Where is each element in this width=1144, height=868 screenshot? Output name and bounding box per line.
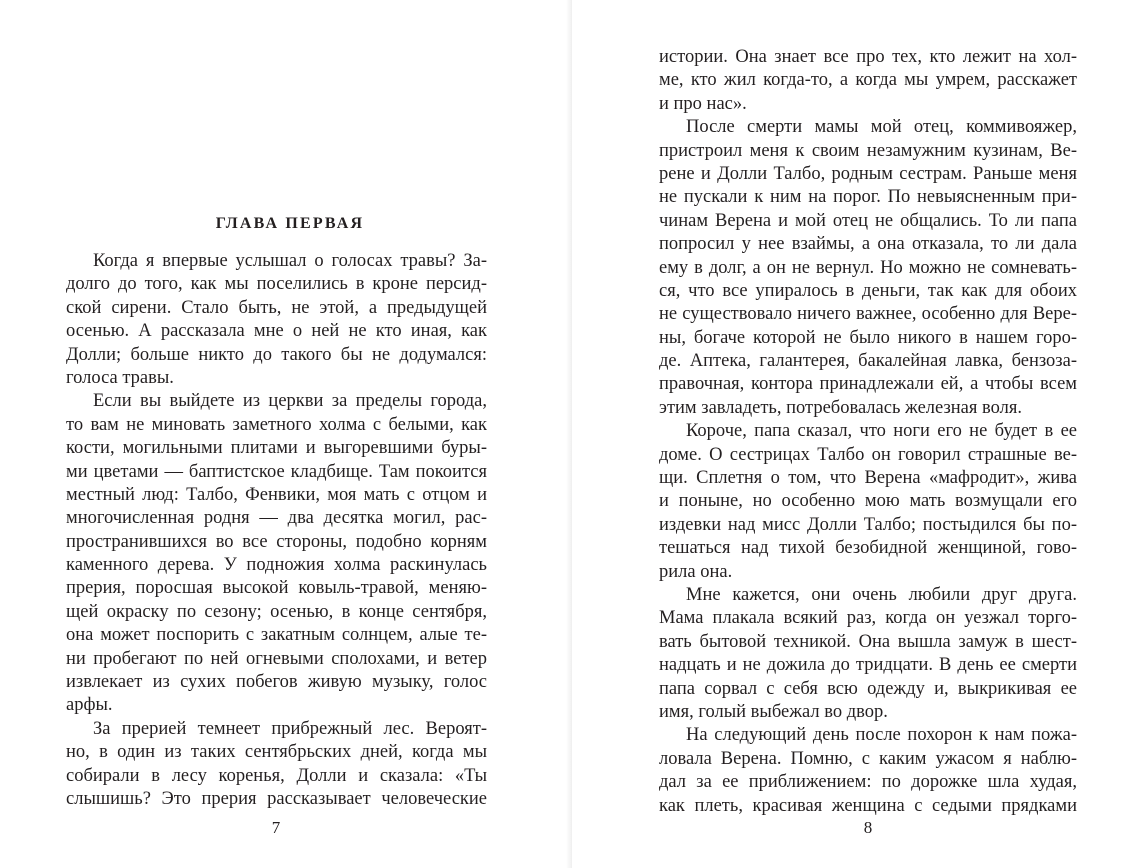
text-line: щи. Сплетня о том, что Верена «мафродит», жива: [659, 468, 1077, 489]
page-number: 7: [271, 818, 281, 837]
right-page: [572, 0, 1144, 868]
text-line: ской сирени. Стало быть, не этой, а предыдущей: [66, 297, 487, 318]
text-line: Долли; больше никто до такого бы не додумался:: [66, 344, 487, 365]
text-line: ловала Верена. Помню, с каким ужасом я наблю-: [659, 748, 1077, 769]
text-line: собирали в лесу коренья, Долли и сказала: «Ты: [66, 765, 487, 786]
text-line: и поныне, но особенно мою мать возмущали его: [659, 491, 1077, 512]
text-line: голоса травы.: [66, 367, 174, 388]
text-line: местный люд: Талбо, Фенвики, моя мать с отцом и: [66, 484, 487, 505]
text-line: слышишь? Это прерия рассказывает человеческие: [66, 788, 487, 809]
text-line: Мне кажется, они очень любили друг друга.: [686, 584, 1077, 605]
text-line: де. Аптека, галантерея, бакалейная лавка, бензоза-: [659, 351, 1077, 372]
text-line: ме, кто жил когда-то, а когда мы умрем, расскажет: [659, 70, 1077, 91]
text-line: ны, богаче которой не было никого в нашем горо-: [659, 327, 1077, 348]
text-line: вать бытовой техникой. Она вышла замуж в шест-: [659, 631, 1077, 652]
text-line: Мама плакала всякий раз, когда он уезжал торго-: [659, 608, 1077, 629]
text-line: долго до того, как мы поселились в кроне персид-: [66, 274, 487, 295]
text-line: Если вы выйдете из церкви за пределы города,: [93, 391, 487, 412]
text-line: дал за ее приближением: по дорожке шла худая,: [659, 772, 1077, 793]
text-line: тешаться над тихой безобидной женщиной, гово-: [659, 538, 1077, 559]
text-line: не пускали к ним на порог. По невыясненным при-: [659, 187, 1077, 208]
text-line: попросил у нее взаймы, а она отказала, то ли дала: [659, 234, 1077, 255]
page-number: 8: [863, 818, 873, 837]
text-line: и про нас».: [659, 93, 747, 114]
text-line: издевки над мисс Долли Талбо; постыдился бы по-: [659, 514, 1077, 535]
text-line: щей окраску по сезону; осенью, в конце сентября,: [66, 601, 487, 622]
text-line: На следующий день после похорон к нам пожа-: [686, 725, 1077, 746]
text-line: но, в один из таких сентябрьских дней, когда мы: [66, 742, 487, 763]
text-line: истории. Она знает все про тех, кто лежит на хол-: [659, 47, 1077, 67]
text-line: Короче, папа сказал, что ноги его не будет в ее: [686, 421, 1077, 442]
text-line: многочисленная родня — два десятка могил, рас-: [66, 508, 487, 529]
text-line: рила она.: [659, 561, 733, 582]
text-line: каменного дерева. У подножия холма раскинулась: [66, 555, 487, 576]
text-line: извлекает из сухих побегов живую музыку, голос: [66, 672, 487, 693]
text-line: этим завладеть, потребовалась железная воля.: [659, 397, 1022, 418]
text-line: кости, могильными плитами и выгоревшими буры-: [66, 438, 487, 459]
text-line: арфы.: [66, 695, 113, 716]
text-line: осенью. А рассказала мне о ней не кто иная, как: [66, 321, 487, 342]
text-line: она может поспорить с закатным солнцем, алые те-: [66, 625, 487, 646]
text-line: прерия, поросшая высокой ковыль-травой, меняю-: [66, 578, 487, 599]
chapter-title: ГЛАВА ПЕРВАЯ: [215, 215, 365, 232]
text-line: чинам Верена и мой отец не общались. То ли папа: [659, 210, 1077, 231]
text-line: Когда я впервые услышал о голосах травы? За-: [93, 251, 487, 271]
text-line: пристроил меня к своим незамужним кузинам, Ве-: [659, 140, 1077, 161]
text-line: пространившихся во все стороны, подобно корням: [66, 531, 487, 552]
text-line: не существовало ничего важнее, особенно для Вере-: [659, 304, 1077, 325]
left-page-text: [66, 250, 487, 811]
right-page-text: [659, 46, 1077, 818]
text-line: ни пробегают по ней огневыми сполохами, и ветер: [66, 648, 487, 669]
text-line: За прерией темнеет прибрежный лес. Вероят-: [93, 718, 487, 739]
text-line: рене и Долли Талбо, родным сестрам. Раньше меня: [659, 163, 1077, 184]
text-line: правочная, контора принадлежали ей, а чтобы всем: [659, 374, 1077, 395]
text-line: папа сорвал с себя всю одежду и, выкрикивая ее: [659, 678, 1077, 699]
text-line: ему в долг, а он не вернул. Но можно не сомневать-: [659, 257, 1077, 278]
text-line: После смерти мамы мой отец, коммивояжер,: [686, 117, 1077, 138]
text-line: то вам не миновать заметного холма с белыми, как: [66, 414, 487, 435]
text-line: надцать и не дожила до тридцати. В день ее смерти: [659, 655, 1077, 676]
text-line: ми цветами — баптистское кладбище. Там покоится: [66, 461, 487, 482]
text-line: ся, что все упиралось в деньги, так как для обоих: [659, 280, 1077, 301]
text-line: как плеть, красивая женщина с седыми прядками: [659, 795, 1077, 816]
text-line: доме. О сестрицах Талбо он говорил страшные ве-: [659, 444, 1077, 465]
text-line: имя, голый выбежал во двор.: [659, 701, 888, 722]
